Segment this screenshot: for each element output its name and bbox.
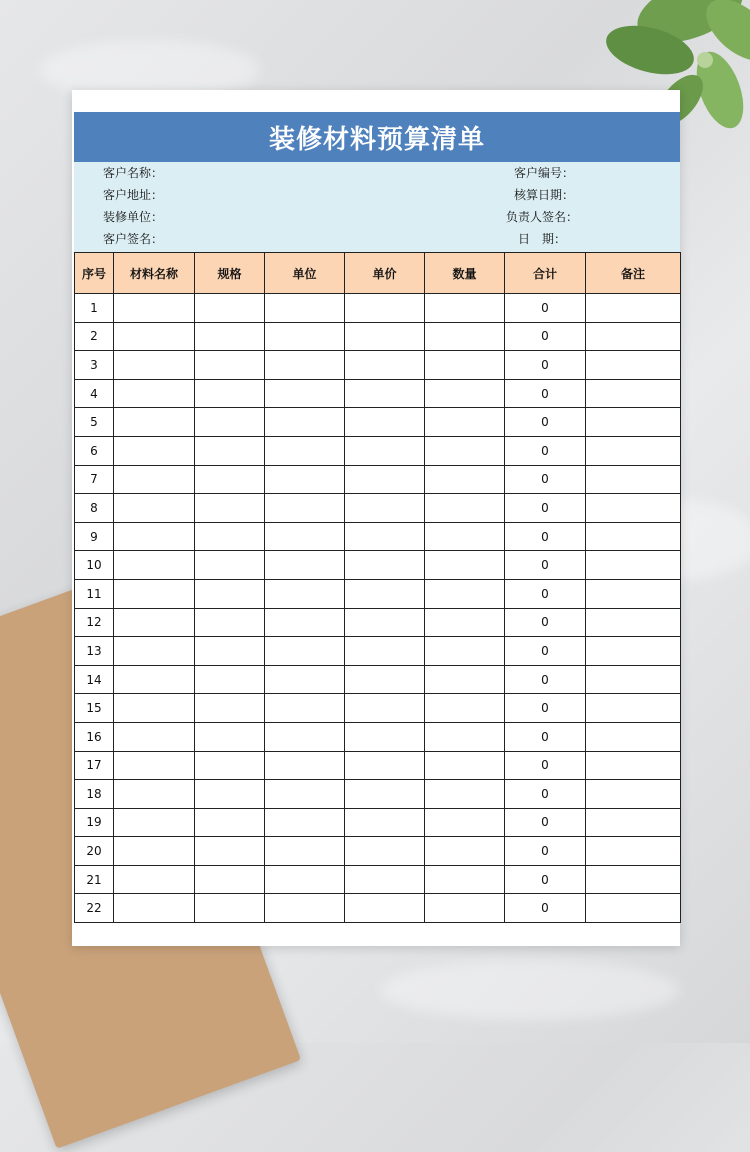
table-row (75, 894, 681, 923)
total-cell[interactable]: 0 (505, 694, 586, 723)
empty-input-cell[interactable] (195, 808, 265, 837)
table-row (75, 465, 681, 494)
empty-input-cell[interactable] (195, 294, 265, 323)
empty-input-cell[interactable] (265, 408, 345, 437)
table-row (75, 865, 681, 894)
empty-input-cell[interactable] (195, 322, 265, 351)
empty-input-cell[interactable] (265, 665, 345, 694)
empty-input-cell[interactable] (195, 551, 265, 580)
row-number-cell: 5 (75, 408, 114, 437)
empty-input-cell[interactable] (586, 379, 681, 408)
customer-address-label: 客户地址： (103, 188, 164, 202)
empty-input-cell[interactable] (345, 465, 425, 494)
table-row (75, 494, 681, 523)
empty-input-cell[interactable] (425, 322, 505, 351)
empty-input-cell[interactable] (114, 780, 195, 809)
empty-input-cell[interactable] (195, 751, 265, 780)
empty-input-cell[interactable] (425, 722, 505, 751)
empty-input-cell[interactable] (586, 408, 681, 437)
empty-input-cell[interactable] (195, 894, 265, 923)
row-number-cell: 11 (75, 579, 114, 608)
empty-input-cell[interactable] (195, 608, 265, 637)
empty-input-cell[interactable] (345, 522, 425, 551)
column-header: 单价 (345, 253, 425, 294)
accounting-date-label: 核算日期： (514, 188, 575, 202)
empty-input-cell[interactable] (586, 808, 681, 837)
empty-input-cell[interactable] (114, 408, 195, 437)
column-header: 规格 (195, 253, 265, 294)
table-row (75, 665, 681, 694)
empty-input-cell[interactable] (265, 780, 345, 809)
empty-input-cell[interactable] (425, 665, 505, 694)
empty-input-cell[interactable] (114, 494, 195, 523)
empty-input-cell[interactable] (586, 551, 681, 580)
total-cell[interactable]: 0 (505, 465, 586, 494)
table-row (75, 379, 681, 408)
empty-input-cell[interactable] (114, 351, 195, 380)
empty-input-cell[interactable] (586, 751, 681, 780)
total-cell[interactable]: 0 (505, 808, 586, 837)
empty-input-cell[interactable] (425, 379, 505, 408)
row-number-cell: 4 (75, 379, 114, 408)
empty-input-cell[interactable] (425, 436, 505, 465)
empty-input-cell[interactable] (586, 780, 681, 809)
empty-input-cell[interactable] (345, 894, 425, 923)
empty-input-cell[interactable] (114, 322, 195, 351)
empty-input-cell[interactable] (425, 294, 505, 323)
empty-input-cell[interactable] (345, 608, 425, 637)
empty-input-cell[interactable] (114, 865, 195, 894)
row-number-cell: 17 (75, 751, 114, 780)
total-cell[interactable]: 0 (505, 551, 586, 580)
empty-input-cell[interactable] (425, 694, 505, 723)
empty-input-cell[interactable] (586, 865, 681, 894)
empty-input-cell[interactable] (265, 751, 345, 780)
empty-input-cell[interactable] (586, 665, 681, 694)
total-cell[interactable]: 0 (505, 579, 586, 608)
total-cell[interactable]: 0 (505, 522, 586, 551)
column-header: 序号 (75, 253, 114, 294)
table-row (75, 436, 681, 465)
total-cell[interactable]: 0 (505, 322, 586, 351)
empty-input-cell[interactable] (195, 722, 265, 751)
total-cell[interactable]: 0 (505, 837, 586, 866)
empty-input-cell[interactable] (195, 494, 265, 523)
customer-name-label: 客户名称： (103, 166, 164, 180)
row-number-cell: 9 (75, 522, 114, 551)
total-cell[interactable]: 0 (505, 751, 586, 780)
empty-input-cell[interactable] (345, 665, 425, 694)
customer-signature-label: 客户签名： (103, 232, 164, 246)
total-cell[interactable]: 0 (505, 494, 586, 523)
table-row (75, 694, 681, 723)
empty-input-cell[interactable] (425, 408, 505, 437)
empty-input-cell[interactable] (114, 608, 195, 637)
empty-input-cell[interactable] (345, 494, 425, 523)
total-cell[interactable]: 0 (505, 608, 586, 637)
table-row (75, 351, 681, 380)
empty-input-cell[interactable] (265, 865, 345, 894)
empty-input-cell[interactable] (114, 751, 195, 780)
table-row (75, 294, 681, 323)
column-header: 备注 (586, 253, 681, 294)
empty-input-cell[interactable] (195, 865, 265, 894)
table-row (75, 637, 681, 666)
empty-input-cell[interactable] (586, 294, 681, 323)
empty-input-cell[interactable] (265, 322, 345, 351)
empty-input-cell[interactable] (345, 436, 425, 465)
empty-input-cell[interactable] (345, 579, 425, 608)
empty-input-cell[interactable] (425, 780, 505, 809)
table-row (75, 579, 681, 608)
empty-input-cell[interactable] (425, 637, 505, 666)
empty-input-cell[interactable] (265, 436, 345, 465)
empty-input-cell[interactable] (265, 551, 345, 580)
empty-input-cell[interactable] (265, 694, 345, 723)
row-number-cell: 20 (75, 837, 114, 866)
empty-input-cell[interactable] (114, 837, 195, 866)
empty-input-cell[interactable] (265, 894, 345, 923)
manager-signature-label: 负责人签名： (506, 210, 579, 224)
empty-input-cell[interactable] (114, 294, 195, 323)
empty-input-cell[interactable] (586, 322, 681, 351)
row-number-cell: 22 (75, 894, 114, 923)
table-header-row (75, 253, 681, 294)
empty-input-cell[interactable] (265, 351, 345, 380)
empty-input-cell[interactable] (114, 637, 195, 666)
date-label: 日 期： (518, 232, 567, 246)
empty-input-cell[interactable] (265, 494, 345, 523)
total-cell[interactable]: 0 (505, 637, 586, 666)
total-cell[interactable]: 0 (505, 722, 586, 751)
total-cell[interactable]: 0 (505, 436, 586, 465)
empty-input-cell[interactable] (425, 808, 505, 837)
empty-input-cell[interactable] (195, 465, 265, 494)
empty-input-cell[interactable] (586, 608, 681, 637)
empty-input-cell[interactable] (265, 837, 345, 866)
empty-input-cell[interactable] (586, 579, 681, 608)
empty-input-cell[interactable] (345, 694, 425, 723)
empty-input-cell[interactable] (195, 780, 265, 809)
empty-input-cell[interactable] (345, 637, 425, 666)
table-row (75, 322, 681, 351)
empty-input-cell[interactable] (425, 465, 505, 494)
table-row (75, 780, 681, 809)
empty-input-cell[interactable] (345, 837, 425, 866)
empty-input-cell[interactable] (425, 894, 505, 923)
table-row (75, 722, 681, 751)
empty-input-cell[interactable] (114, 808, 195, 837)
row-number-cell: 12 (75, 608, 114, 637)
row-number-cell: 19 (75, 808, 114, 837)
empty-input-cell[interactable] (345, 722, 425, 751)
empty-input-cell[interactable] (195, 351, 265, 380)
row-number-cell: 10 (75, 551, 114, 580)
empty-input-cell[interactable] (425, 865, 505, 894)
total-cell[interactable]: 0 (505, 780, 586, 809)
row-number-cell: 1 (75, 294, 114, 323)
empty-input-cell[interactable] (265, 579, 345, 608)
empty-input-cell[interactable] (345, 294, 425, 323)
empty-input-cell[interactable] (114, 722, 195, 751)
total-cell[interactable]: 0 (505, 408, 586, 437)
decoration-company-label: 装修单位： (103, 210, 164, 224)
empty-input-cell[interactable] (345, 408, 425, 437)
table-row (75, 608, 681, 637)
empty-input-cell[interactable] (265, 637, 345, 666)
empty-input-cell[interactable] (425, 751, 505, 780)
empty-input-cell[interactable] (425, 608, 505, 637)
empty-input-cell[interactable] (425, 522, 505, 551)
empty-input-cell[interactable] (586, 351, 681, 380)
empty-input-cell[interactable] (265, 294, 345, 323)
empty-input-cell[interactable] (345, 808, 425, 837)
row-number-cell: 15 (75, 694, 114, 723)
materials-table (74, 252, 681, 923)
column-header: 单位 (265, 253, 345, 294)
empty-input-cell[interactable] (265, 522, 345, 551)
empty-input-cell[interactable] (195, 637, 265, 666)
empty-input-cell[interactable] (195, 408, 265, 437)
empty-input-cell[interactable] (586, 837, 681, 866)
empty-input-cell[interactable] (265, 379, 345, 408)
row-number-cell: 3 (75, 351, 114, 380)
empty-input-cell[interactable] (265, 608, 345, 637)
empty-input-cell[interactable] (265, 808, 345, 837)
empty-input-cell[interactable] (586, 894, 681, 923)
empty-input-cell[interactable] (195, 522, 265, 551)
table-row (75, 808, 681, 837)
column-header: 材料名称 (114, 253, 195, 294)
total-cell[interactable]: 0 (505, 665, 586, 694)
empty-input-cell[interactable] (586, 494, 681, 523)
empty-input-cell[interactable] (114, 465, 195, 494)
total-cell[interactable]: 0 (505, 294, 586, 323)
empty-input-cell[interactable] (586, 522, 681, 551)
empty-input-cell[interactable] (114, 694, 195, 723)
column-header: 数量 (425, 253, 505, 294)
total-cell[interactable]: 0 (505, 379, 586, 408)
empty-input-cell[interactable] (114, 436, 195, 465)
empty-input-cell[interactable] (425, 351, 505, 380)
empty-input-cell[interactable] (114, 894, 195, 923)
customer-number-label: 客户编号： (514, 166, 575, 180)
row-number-cell: 2 (75, 322, 114, 351)
empty-input-cell[interactable] (195, 694, 265, 723)
table-row (75, 522, 681, 551)
empty-input-cell[interactable] (265, 465, 345, 494)
table-row (75, 751, 681, 780)
table-row (75, 408, 681, 437)
table-row (75, 551, 681, 580)
customer-info-section (74, 162, 680, 252)
total-cell[interactable]: 0 (505, 351, 586, 380)
empty-input-cell[interactable] (425, 837, 505, 866)
row-number-cell: 6 (75, 436, 114, 465)
empty-input-cell[interactable] (345, 865, 425, 894)
total-cell[interactable]: 0 (505, 894, 586, 923)
budget-sheet (72, 90, 680, 946)
empty-input-cell[interactable] (265, 722, 345, 751)
empty-input-cell[interactable] (345, 322, 425, 351)
row-number-cell: 8 (75, 494, 114, 523)
sheet-title: 装修材料预算清单 (74, 112, 680, 162)
empty-input-cell[interactable] (425, 494, 505, 523)
empty-input-cell[interactable] (586, 637, 681, 666)
empty-input-cell[interactable] (345, 551, 425, 580)
empty-input-cell[interactable] (425, 551, 505, 580)
empty-input-cell[interactable] (345, 379, 425, 408)
empty-input-cell[interactable] (195, 837, 265, 866)
row-number-cell: 21 (75, 865, 114, 894)
empty-input-cell[interactable] (345, 751, 425, 780)
empty-input-cell[interactable] (195, 379, 265, 408)
row-number-cell: 7 (75, 465, 114, 494)
empty-input-cell[interactable] (586, 436, 681, 465)
empty-input-cell[interactable] (586, 465, 681, 494)
empty-input-cell[interactable] (114, 379, 195, 408)
empty-input-cell[interactable] (195, 665, 265, 694)
column-header: 合计 (505, 253, 586, 294)
empty-input-cell[interactable] (345, 780, 425, 809)
total-cell[interactable]: 0 (505, 865, 586, 894)
empty-input-cell[interactable] (345, 351, 425, 380)
empty-input-cell[interactable] (114, 579, 195, 608)
empty-input-cell[interactable] (586, 694, 681, 723)
empty-input-cell[interactable] (586, 722, 681, 751)
row-number-cell: 13 (75, 637, 114, 666)
empty-input-cell[interactable] (425, 579, 505, 608)
row-number-cell: 16 (75, 722, 114, 751)
empty-input-cell[interactable] (114, 665, 195, 694)
empty-input-cell[interactable] (114, 551, 195, 580)
row-number-cell: 18 (75, 780, 114, 809)
empty-input-cell[interactable] (195, 579, 265, 608)
empty-input-cell[interactable] (114, 522, 195, 551)
empty-input-cell[interactable] (195, 436, 265, 465)
table-row (75, 837, 681, 866)
marble-texture (380, 960, 680, 1020)
row-number-cell: 14 (75, 665, 114, 694)
